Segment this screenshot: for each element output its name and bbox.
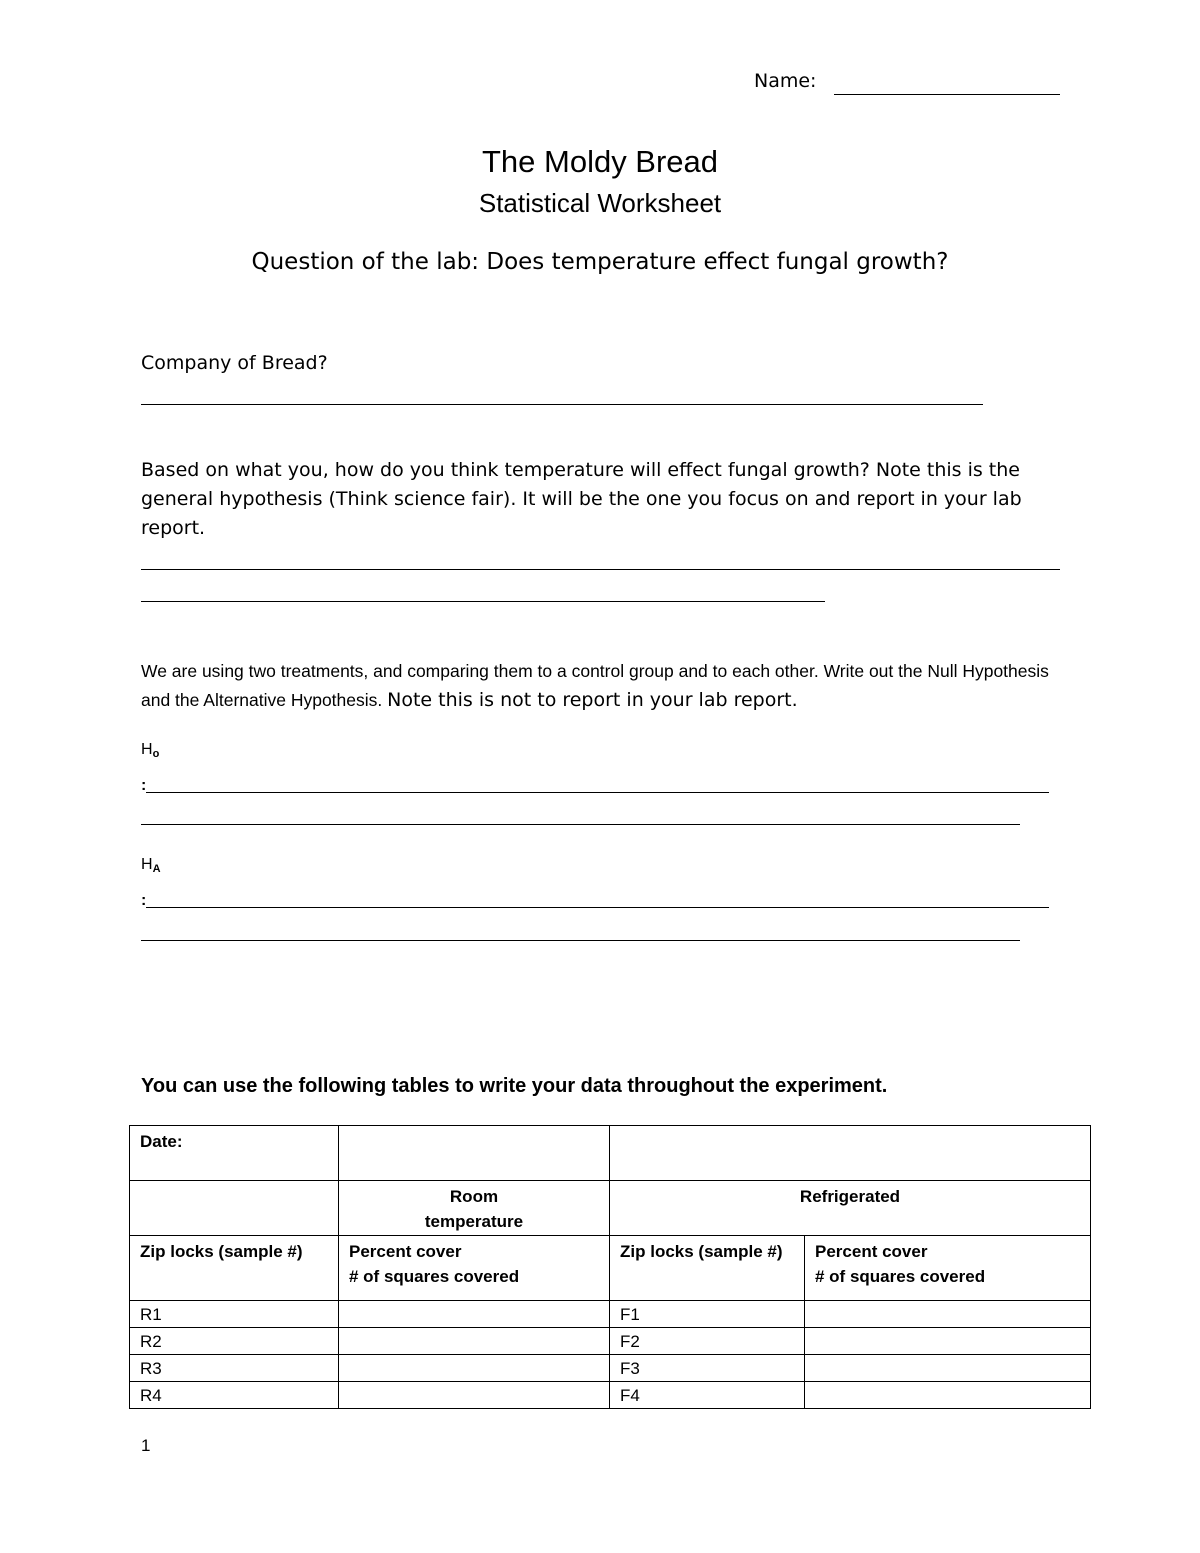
- lab-question: Question of the lab: Does temperature effect fungal growth?: [251, 249, 949, 275]
- empty-cell: [130, 1181, 339, 1236]
- fridge-value-cell[interactable]: [805, 1301, 1091, 1328]
- date-label: Date:: [130, 1126, 339, 1181]
- document-title: The Moldy Bread: [481, 144, 719, 179]
- table-date-row: [130, 1126, 1091, 1181]
- null-hypothesis-symbol: H: [141, 741, 153, 758]
- percent-cover-header: [805, 1236, 1091, 1301]
- table-header-row: [130, 1236, 1091, 1301]
- zip-locks-header: Zip locks (sample #): [610, 1236, 805, 1301]
- company-prompt: Company of Bread?: [141, 352, 328, 374]
- alt-hypothesis-answer-line[interactable]: [146, 907, 1049, 908]
- alt-hypothesis-symbol: H: [141, 856, 153, 873]
- page-number: 1: [141, 1436, 151, 1455]
- tables-intro: You can use the following tables to write your data throughout the experiment.: [141, 1075, 888, 1097]
- company-answer-line[interactable]: [141, 404, 983, 405]
- room-temperature-label: Room temperature: [424, 1187, 524, 1231]
- document-subtitle: Statistical Worksheet: [478, 188, 722, 218]
- zip-locks-header: Zip locks (sample #): [130, 1236, 339, 1301]
- date-value-cell[interactable]: [339, 1126, 610, 1181]
- alt-hypothesis-subscript: A: [152, 863, 161, 875]
- room-sample-id: R2: [130, 1328, 339, 1355]
- table-row: [130, 1355, 1091, 1382]
- room-temperature-header: [339, 1181, 610, 1236]
- percent-cover-label: Percent cover: [349, 1242, 462, 1261]
- hypothesis-answer-line[interactable]: [141, 601, 825, 602]
- fridge-sample-id: F2: [610, 1328, 805, 1355]
- fridge-value-cell[interactable]: [805, 1328, 1091, 1355]
- alt-hypothesis-label: [141, 856, 161, 875]
- null-hypothesis-answer-line[interactable]: [146, 792, 1049, 793]
- null-hypothesis-label: [141, 741, 159, 760]
- room-value-cell[interactable]: [339, 1355, 610, 1382]
- room-sample-id: R3: [130, 1355, 339, 1382]
- room-value-cell[interactable]: [339, 1382, 610, 1409]
- name-label: Name:: [754, 70, 817, 92]
- data-table: [129, 1125, 1091, 1409]
- fridge-sample-id: F1: [610, 1301, 805, 1328]
- table-row: [130, 1301, 1091, 1328]
- fridge-sample-id: F4: [610, 1382, 805, 1409]
- null-hypothesis-colon: :: [141, 777, 147, 794]
- hypothesis-prompt: Based on what you, how do you think temperature will effect fungal growth? Note this is the general hypothesis (Think science fair). It will be the one you focus on and report in your lab report.: [141, 459, 1022, 539]
- treatments-text: We are using two treatments, and comparing them to a control group and to each other. Write out the Null Hypothesis and the Alternative Hypothesis.: [141, 661, 1049, 710]
- fridge-value-cell[interactable]: [805, 1355, 1091, 1382]
- percent-cover-label: Percent cover: [815, 1242, 928, 1261]
- refrigerated-header: Refrigerated: [610, 1181, 1091, 1236]
- percent-cover-header: [339, 1236, 610, 1301]
- null-hypothesis-subscript: o: [152, 748, 160, 760]
- squares-covered-label: # of squares covered: [349, 1267, 520, 1286]
- squares-covered-label: # of squares covered: [815, 1267, 986, 1286]
- table-condition-row: [130, 1181, 1091, 1236]
- fridge-value-cell[interactable]: [805, 1382, 1091, 1409]
- fridge-sample-id: F3: [610, 1355, 805, 1382]
- room-value-cell[interactable]: [339, 1301, 610, 1328]
- hypothesis-answer-line[interactable]: [141, 569, 1060, 570]
- table-row: [130, 1382, 1091, 1409]
- room-sample-id: R1: [130, 1301, 339, 1328]
- name-blank-line[interactable]: [834, 94, 1060, 95]
- table-row: [130, 1328, 1091, 1355]
- alt-hypothesis-answer-line[interactable]: [141, 940, 1020, 941]
- null-hypothesis-answer-line[interactable]: [141, 824, 1020, 825]
- room-value-cell[interactable]: [339, 1328, 610, 1355]
- treatments-paragraph: [141, 657, 1061, 715]
- treatments-note: Note this is not to report in your lab report.: [387, 689, 798, 711]
- date-extra-cell[interactable]: [610, 1126, 1091, 1181]
- alt-hypothesis-colon: :: [141, 892, 147, 909]
- room-sample-id: R4: [130, 1382, 339, 1409]
